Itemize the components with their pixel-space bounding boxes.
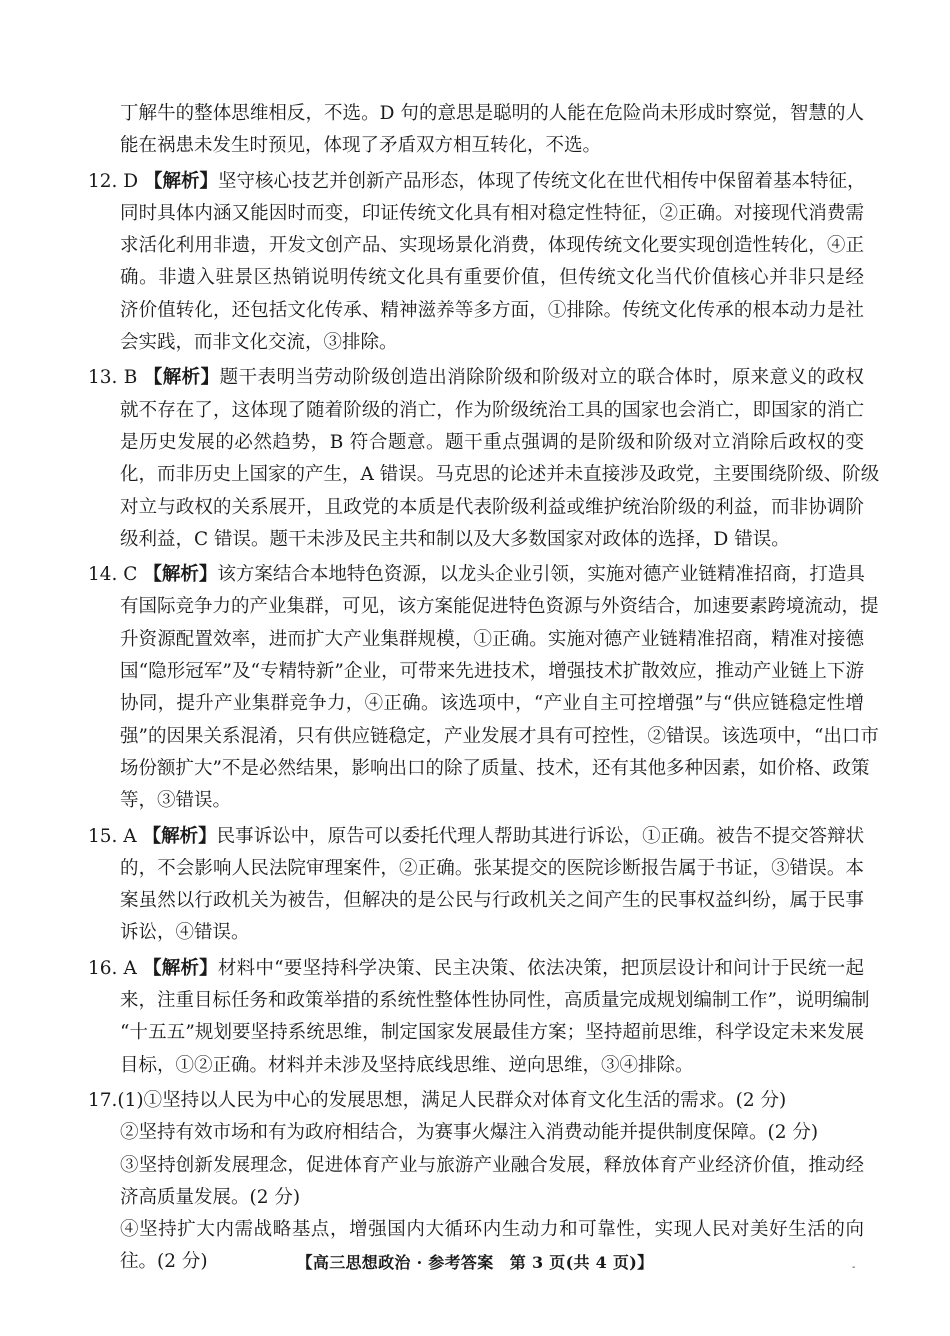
text-line [88,1150,864,1182]
question-number: 14. C [88,564,138,586]
text-line [88,295,864,327]
line-text: ③坚持创新发展理念，促进体育产业与旅游产业融合发展，释放体育产业经济价值，推动经 [120,1154,864,1176]
text-line [88,459,880,491]
text-line [88,492,864,524]
line-text: 目标，①②正确。材料并未涉及坚持底线思维、逆向思维，③④排除。 [120,1054,694,1076]
line-text: 材料中“要坚持科学决策、民主决策、依法决策，把顶层设计和问计于民统一起 [217,957,864,979]
line-text: 有国际竞争力的产业集群，可见，该方案能促进特色资源与外资结合，加速要素跨境流动，提 [120,596,879,618]
text-line [88,688,864,720]
line-text: ④坚持扩大内需战略基点，增强国内大循环内生动力和可靠性，实现人民对美好生活的向 [120,1219,864,1241]
text-line [88,427,864,459]
text-line [88,785,864,817]
text-line [88,98,864,130]
question-answer-line [88,953,864,985]
line-text: 会实践，而非文化交流，③排除。 [120,332,398,354]
line-text: 对立与政权的关系展开，且政党的本质是代表阶级利益或维护统治阶级的利益，而非协调阶 [120,496,864,518]
answer-key-body [88,98,880,1279]
line-text: 同时具体内涵又能因时而变，印证传统文化具有相对稳定性特征，②正确。对接现代消费需 [120,202,864,224]
question-number: 15. A [88,825,137,847]
line-text: 化，而非历史上国家的产生，A 错误。马克思的论述并未直接涉及政党，主要围绕阶级、阶级 [120,464,880,486]
line-text: “十五五”规划要坚持系统思维，制定国家发展最佳方案；坚持超前思维，科学设定未来发展 [120,1022,864,1044]
question-number: 17. [88,1089,118,1111]
text-line [88,1050,864,1082]
line-text: 来，注重目标任务和政策举措的系统性整体性协同性，高质量完成规划编制工作”，说明编制 [120,990,870,1012]
line-text: 丁解牛的整体思维相反，不选。D 句的意思是聪明的人能在危险尚未形成时察觉，智慧的人 [120,103,864,124]
line-text: 等，③错误。 [120,790,232,812]
text-line [88,524,864,556]
question-answer-line [88,821,864,853]
line-text: 该方案结合本地特色资源，以龙头企业引领，实施对德产业链精准招商，打造具 [217,564,865,586]
text-line [88,624,864,656]
text-line [88,1117,864,1149]
text-line [88,198,864,230]
line-text: 题干表明当劳动阶级创造出消除阶级和阶级对立的联合体时，原来意义的政权 [219,367,864,389]
line-text: ②坚持有效市场和有为政府相结合，为赛事火爆注入消费动能并提供制度保障。(2 分) [120,1122,819,1144]
question-number: 16. A [88,957,137,979]
text-line [88,721,879,753]
question-number: 13. B [88,367,138,389]
line-text: 坚守核心技艺并创新产品形态，体现了传统文化在世代相传中保留着基本特征， [218,170,866,192]
analysis-tag: 【解析】 [143,367,220,389]
line-text: 往。(2 分) [120,1251,208,1273]
line-text: 求活化利用非遗，开发文创产品、实现场景化消费，体现传统文化要实现创造性转化，④正 [120,235,864,257]
line-text: 济高质量发展。(2 分) [120,1186,301,1208]
analysis-tag: 【解析】 [142,825,217,847]
line-text: 国“隐形冠军”及“专精特新”企业，可带来先进技术，增强技术扩散效应，推动产业链上下游 [120,661,864,683]
text-line [88,985,870,1017]
line-text: 诉讼，④错误。 [120,922,250,944]
text-line [88,885,864,917]
line-text: 就不存在了，这体现了随着阶级的消亡，作为阶级统治工具的国家也会消亡，即国家的消亡 [120,399,864,421]
line-text: 级利益，C 错误。题干未涉及民主共和制以及大多数国家对政体的选择，D 错误。 [120,528,790,550]
question-number: 12. D [88,170,139,192]
text-line [88,591,879,623]
analysis-tag: 【解析】 [143,957,218,979]
text-line [88,853,864,885]
question-answer-line [88,559,864,591]
analysis-tag: 【解析】 [144,170,219,192]
text-line [88,753,870,785]
line-text: 民事诉讼中，原告可以委托代理人帮助其进行诉讼，①正确。被告不提交答辩状 [216,825,865,847]
line-text: 场份额扩大”不是必然结果，影响出口的除了质量、技术，还有其他多种因素，如价格、政策 [120,757,870,779]
text-line [88,1214,864,1246]
text-line [88,395,864,427]
corner-mark: - [852,1262,856,1273]
line-text: 能在祸患未发生时预见，体现了矛盾双方相互转化，不选。 [120,135,602,157]
line-text: 案虽然以行政机关为被告，但解决的是公民与行政机关之间产生的民事权益纠纷，属于民事 [120,890,864,912]
question-answer-line [88,1085,864,1117]
line-text: 济价值转化，还包括文化传承、精神滋养等多方面，①排除。传统文化传承的根本动力是社 [120,299,864,321]
line-text: 协同，提升产业集群竞争力，④正确。该选项中，“产业自主可控增强”与“供应链稳定性增 [120,693,864,715]
text-line [88,1182,864,1214]
text-line [88,262,864,294]
text-line [88,917,864,949]
line-text: 是历史发展的必然趋势，B 符合题意。题干重点强调的是阶级和阶级对立消除后政权的变 [120,431,864,453]
question-answer-line [88,166,864,198]
analysis-tag: 【解析】 [143,564,218,586]
page-footer: 【高三思想政治 · 参考答案 第 3 页(共 4 页)】 [296,1253,654,1272]
line-text: 强”的因果关系混淆，只有供应链稳定，产业发展才具有可控性，②错误。该选项中，“出口市 [120,725,879,747]
question-answer-line [88,362,864,394]
line-text: (1)①坚持以人民为中心的发展思想，满足人民群众对体育文化生活的需求。(2 分) [117,1089,787,1111]
text-line [88,656,864,688]
text-line [88,1017,864,1049]
text-line [88,130,864,162]
line-text: 升资源配置效率，进而扩大产业集群规模，①正确。实施对德产业链精准招商，精准对接德 [120,628,864,650]
line-text: 确。非遗入驻景区热销说明传统文化具有重要价值，但传统文化当代价值核心并非只是经 [120,267,864,289]
text-line [88,230,864,262]
text-line [88,327,864,359]
line-text: 的，不会影响人民法院审理案件，②正确。张某提交的医院诊断报告属于书证，③错误。本 [120,857,864,879]
